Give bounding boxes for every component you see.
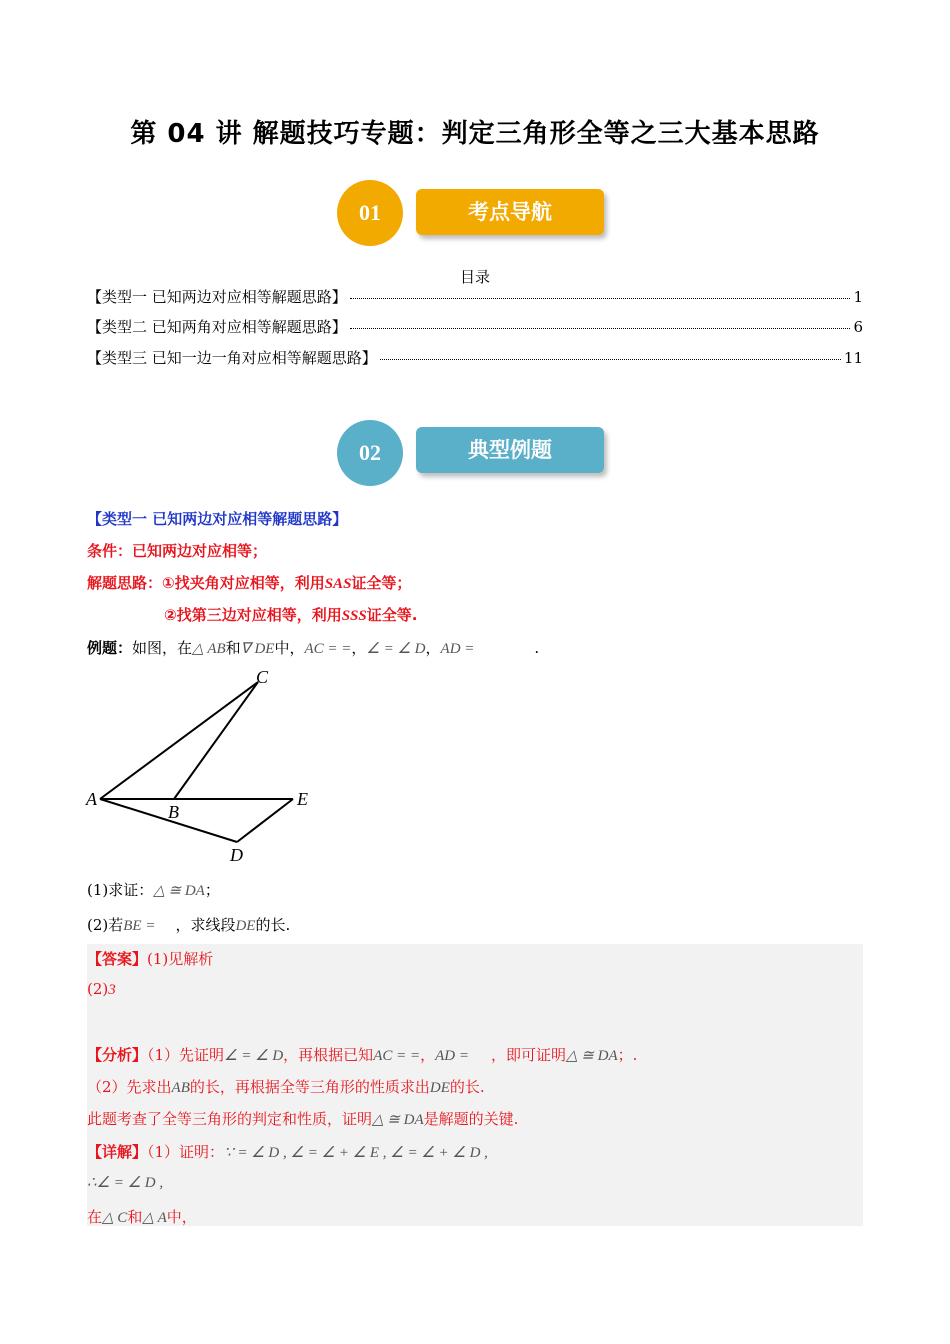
section-title-tab: 典型例题 [416,427,604,473]
label-a: A [86,789,97,809]
answer-text: (1)见解析 [147,950,214,968]
type1-heading: 【类型一 已知两边对应相等解题思路】 [87,510,348,528]
toc-item-page: 11 [843,349,863,367]
math: AB [171,1080,190,1096]
math: △ ≅ DA [153,883,205,899]
section-number-badge: 01 [337,180,403,246]
example-text: ， [425,639,441,657]
math: DE [429,1080,450,1096]
detail-text: （1）证明： [147,1143,225,1161]
toc-item-label: 【类型一 已知两边对应相等解题思路】 [87,288,347,306]
detail-text: 中， [166,1208,197,1226]
question-text: ； [204,881,220,899]
question-text: (1)求证： [87,881,154,899]
detail-line-3 [87,1206,197,1227]
label-c: C [256,667,269,687]
math: △ ≅ DA [566,1048,618,1064]
analysis-text: 的长，再根据全等三角形的性质求出 [189,1078,430,1096]
toc-item-label: 【类型二 已知两角对应相等解题思路】 [87,318,347,336]
toc-leader [350,298,851,299]
analysis-line-1 [87,1044,637,1065]
example-text: . [534,639,540,657]
segment-cb [174,682,258,799]
analysis-line-3 [87,1108,518,1129]
toc-item-page: 6 [853,318,863,336]
math: ∴∠ = ∠ D , [87,1175,164,1191]
question-text: 的长. [255,916,291,934]
toc-item[interactable] [87,286,863,307]
toc-item-label: 【类型三 已知一边一角对应相等解题思路】 [87,349,377,367]
math-sas: SAS [324,576,352,592]
math: AC = = [373,1048,421,1064]
detail-label: 【详解】 [87,1143,148,1161]
label-b: B [168,802,179,822]
idea-line-2 [164,604,417,625]
analysis-text: （1）先证明 [147,1046,225,1064]
toc-heading: 目录 [459,268,490,286]
analysis-text: ，即可证明 [491,1046,567,1064]
toc-leader [380,359,841,360]
detail-text: 在 [87,1208,103,1226]
idea-line-1 [87,572,411,593]
math-sss: SSS [341,608,367,624]
math: ∠ = ∠ D [366,641,426,657]
detail-line-1 [87,1141,488,1162]
analysis-text: 此题考查了全等三角形的判定和性质，证明 [87,1110,373,1128]
answer-line-2 [87,980,116,999]
segment-ac [100,682,258,799]
math: ∠ = ∠ D [224,1048,284,1064]
math: AC = = [304,641,352,657]
detail-line-2 [87,1173,163,1192]
math: BE = [123,918,156,934]
analysis-text: 的长. [449,1078,485,1096]
idea-text: 证全等. [366,606,418,624]
idea-text: ①找夹角对应相等，利用 [162,574,325,592]
idea-text: 证全等； [351,574,412,592]
math: ∇ DE [240,641,275,657]
segment-de [237,799,293,842]
example-label: 例题： [87,639,133,657]
toc-item[interactable] [87,316,863,337]
triangle-figure [80,665,340,865]
toc-leader [350,328,851,329]
page-title: 第 04 讲 解题技巧专题：判定三角形全等之三大基本思路 [130,119,820,149]
question-1 [87,879,220,900]
section-title-tab: 考点导航 [416,189,604,235]
detail-text: 和 [127,1208,143,1226]
math: AD = [440,641,475,657]
toc-item[interactable] [87,347,863,368]
label-e: E [297,789,308,809]
example-text: ， [351,639,367,657]
analysis-text: 是解题的关键. [423,1110,519,1128]
example-text: 如图，在 [132,639,193,657]
answer-text: (2) [87,980,109,998]
analysis-text: ， [420,1046,436,1064]
analysis-line-2 [87,1076,485,1097]
example-line [87,637,539,658]
example-text: 中， [274,639,305,657]
math: 3 [108,982,116,998]
math: DE [235,918,256,934]
math: △ AB [192,641,226,657]
analysis-text: ；. [617,1046,638,1064]
math: △ ≅ DA [372,1112,424,1128]
math: △ A [142,1210,167,1226]
condition-line: 条件：已知两边对应相等； [87,542,268,560]
analysis-text: ，再根据已知 [283,1046,374,1064]
math: AD = [435,1048,469,1064]
analysis-text: （2）先求出 [87,1078,172,1096]
answer-line-1 [87,948,213,969]
analysis-label: 【分析】 [87,1046,148,1064]
question-2 [87,914,290,935]
example-text: 和 [225,639,241,657]
section-number-badge: 02 [337,420,403,486]
answer-label: 【答案】 [87,950,148,968]
toc-item-page: 1 [853,288,863,306]
question-text: (2)若 [87,916,124,934]
math: △ C [102,1210,128,1226]
label-d: D [230,845,243,865]
math: ∵ = ∠ D , ∠ = ∠ + ∠ E , ∠ = ∠ + ∠ D , [224,1145,488,1161]
idea-label: 解题思路： [87,574,163,592]
question-text: ，求线段 [175,916,236,934]
idea-text: ②找第三边对应相等，利用 [164,606,342,624]
